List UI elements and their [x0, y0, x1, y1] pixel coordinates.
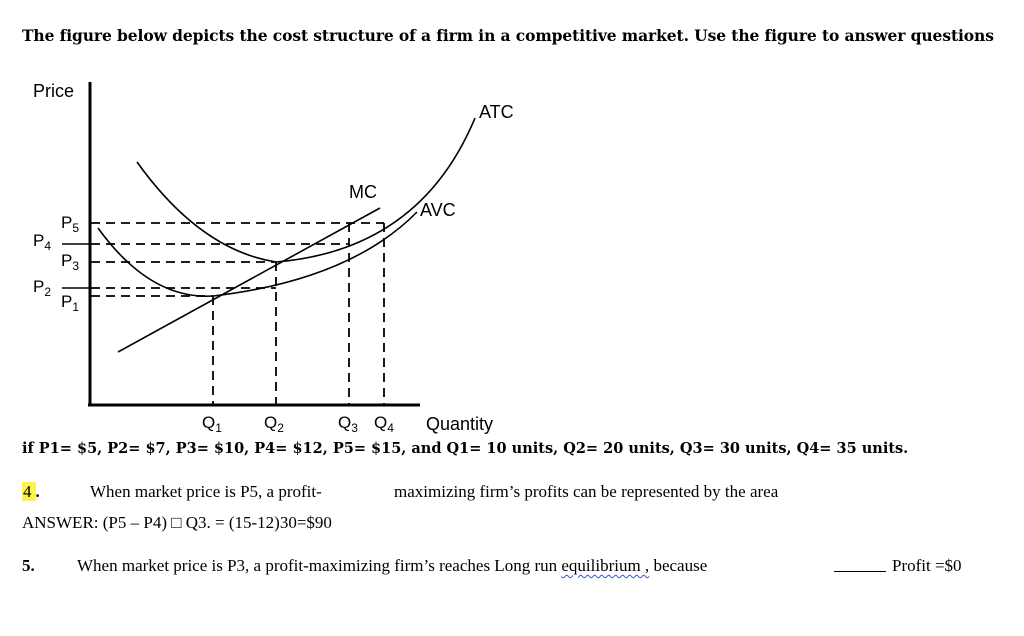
question-5-answer: Profit =$0 [892, 556, 962, 575]
curve-label-atc: ATC [479, 102, 514, 122]
price-label-p2: $P_2$ [33, 277, 52, 299]
cost-curves-figure [0, 60, 560, 440]
price-label-p5: $P_5$ [61, 213, 80, 235]
question-4-number: 4 . [23, 482, 40, 501]
x-axis-label: Quantity [426, 414, 494, 434]
answer-blank[interactable] [834, 571, 886, 572]
question-4-text-part1: When market price is P5, a profit- [90, 482, 322, 501]
atc-curve [137, 118, 475, 262]
quantity-label-q4: $Q_4$ [374, 413, 394, 435]
quantity-label-q3: $Q_3$ [338, 413, 358, 435]
y-axis-label: Price [33, 81, 75, 101]
question-4-answer: ANSWER: (P5 – P4) □ Q3. = (15-12)30=$90 [22, 513, 332, 532]
given-values: if P1= $5, P2= $7, P3= $10, P4= $12, P5= $15, and Q1= 10 units, Q2= 20 units, Q3= 30 units, Q4= 35 units. [22, 440, 909, 457]
intro-text: The figure below depicts the cost structure of a firm in a competitive market. Use the figure to answer questions [22, 26, 994, 45]
quantity-label-q1: $Q_1$ [202, 413, 222, 435]
question-5-text: When market price is P3, a profit-maximizing firm’s reaches Long run equilibrium , because [77, 556, 708, 575]
quantity-label-q2: $Q_2$ [264, 413, 284, 435]
curve-label-mc: MC [349, 182, 377, 202]
price-label-p1: $P_1$ [61, 292, 80, 314]
question-4-text-part2: maximizing firm’s profits can be represented by the area [394, 482, 779, 501]
mc-curve [118, 208, 380, 352]
price-label-p3: $P_3$ [61, 251, 80, 273]
question-5-number: 5. [22, 556, 35, 575]
question-5 [22, 556, 1002, 580]
price-label-p4: $P_4$ [33, 231, 52, 253]
spellcheck-underlined-word[interactable]: equilibrium , [561, 556, 650, 575]
curve-label-avc: AVC [420, 200, 456, 220]
avc-curve [98, 212, 417, 296]
